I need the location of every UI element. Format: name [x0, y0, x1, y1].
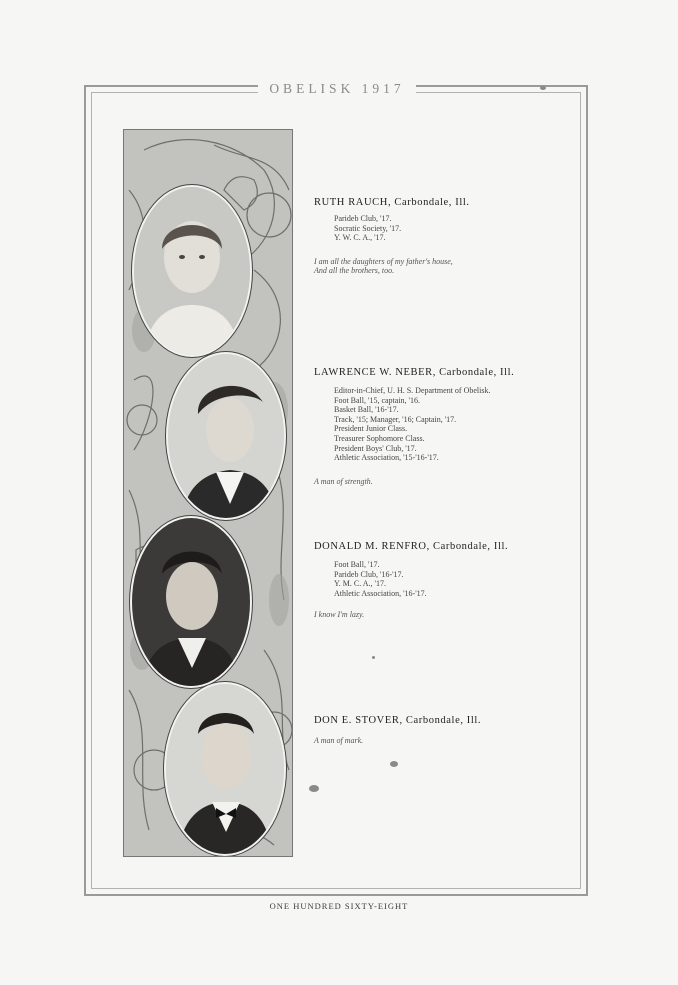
student-name: DON E. STOVER, Carbondale, Ill.	[314, 715, 482, 726]
portrait-lawrence-neber	[166, 352, 286, 520]
activity-item: Basket Ball, '16-'17.	[334, 405, 399, 415]
print-speck	[390, 761, 398, 767]
student-name: DONALD M. RENFRO, Carbondale, Ill.	[314, 541, 509, 552]
activity-item: Editor-in-Chief, U. H. S. Department of Obelisk.	[334, 386, 491, 395]
entry-ruth-rauch	[314, 197, 564, 276]
portrait-donald-renfro	[130, 516, 252, 688]
man-portrait-icon	[132, 518, 250, 686]
quote-line: I know I'm lazy.	[314, 610, 365, 620]
print-speck	[540, 86, 546, 90]
portrait-panel	[123, 129, 293, 857]
activity-list	[334, 560, 564, 598]
activity-item: President Junior Class.	[334, 424, 408, 434]
print-speck	[309, 785, 319, 792]
quote-line: A man of strength.	[314, 476, 373, 486]
quote-line: A man of mark.	[314, 736, 364, 745]
portrait-ruth-rauch	[132, 185, 252, 357]
activity-item: Treasurer Sophomore Class.	[334, 433, 425, 443]
activity-item: Track, '15; Manager, '16; Captain, '17.	[334, 414, 457, 424]
activity-item: Parideb Club, '16-'17.	[334, 569, 404, 579]
student-name: RUTH RAUCH, Carbondale, Ill.	[314, 197, 470, 208]
student-quote	[314, 477, 564, 487]
page-header: OBELISK 1917	[258, 79, 416, 99]
activity-item: Parideb Club, '17.	[334, 214, 392, 223]
activity-item: Athletic Association, '15-'16-'17.	[334, 453, 439, 463]
activity-item: Y. M. C. A., '17.	[334, 579, 386, 589]
activity-item: Y. W. C. A., '17.	[334, 233, 386, 243]
activity-item: President Boys' Club, '17.	[334, 443, 417, 453]
activity-list	[334, 386, 564, 463]
entry-lawrence-neber	[314, 367, 564, 486]
quote-line: And all the brothers, too.	[314, 266, 395, 276]
entry-donald-renfro	[314, 541, 564, 620]
activity-item: Foot Ball, '15, captain, '16.	[334, 395, 420, 405]
student-quote	[314, 736, 564, 746]
page-number-footer: ONE HUNDRED SIXTY-EIGHT	[269, 901, 409, 911]
man-portrait-icon	[166, 684, 284, 854]
activity-list	[334, 214, 564, 243]
activity-item: Socratic Society, '17.	[334, 223, 402, 233]
student-quote	[314, 257, 564, 276]
portrait-don-stover	[164, 682, 286, 856]
student-name: LAWRENCE W. NEBER, Carbondale, Ill.	[314, 367, 515, 378]
student-quote	[314, 610, 564, 620]
print-speck	[372, 656, 375, 659]
entry-don-stover	[314, 715, 564, 746]
man-portrait-icon	[168, 354, 284, 518]
activity-item: Athletic Association, '16-'17.	[334, 588, 427, 598]
woman-portrait-icon	[134, 187, 250, 355]
activity-item: Foot Ball, '17.	[334, 560, 380, 569]
quote-line: I am all the daughters of my father's house,	[314, 256, 453, 266]
